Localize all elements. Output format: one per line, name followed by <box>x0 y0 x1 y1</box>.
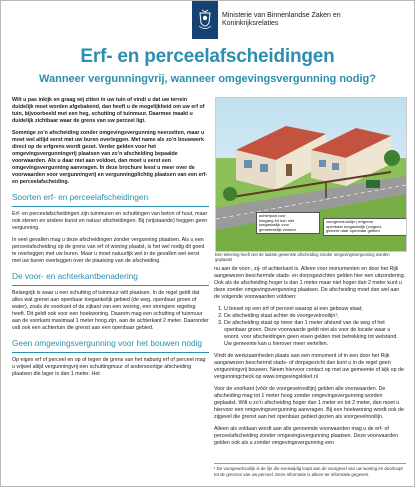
section-text-soorten-1: Erf- en perceelafscheidingen zijn tuinmuren en schuttingen van beton of hout, maar ook stenen en andere kunst en natuur afscheidingen. Bij (vrijstaande) heggen geen vergunning. <box>12 211 208 231</box>
right-paragraph-3: Voor de voorkant (vóór de voorgevelrooilijn) gelden alle voorwaarden. De afscheiding mag tot 1 meter hoog zonder omgevingsvergunning worden geplaatst. Wilt u zo’n afscheiding hoger dan 1 meter en tot 2 meter, dan moet u hiervoor een omgevingsvergunning aanvragen. Bij een hoekwoning wordt ook de zijgevel die grenst aan het openbaar gebied gezien als voorgevelrooilijn. <box>214 386 404 420</box>
house-illustration <box>215 97 407 252</box>
section-heading-geen-vergunning: Geen omgevingsvergunning voor het bouwen nodig <box>12 338 203 348</box>
crest-icon <box>197 9 213 31</box>
intro-paragraph-2: Sommige zo’n afscheiding zonder omgevingsvergunning neerzetten, maar u moet wel altijd eerst met uw buren overleggen. Met name als zo’n bouwwerk direct op de erfgrens wordt gezet. Verder gelden voor het omgevingsvergunningvrij plaatsen van zo’n afscheiding bepaalde voorwaarden. Als u daar niet aan voldoet, dan moet u eerst een omgevingsvergunning aanvragen. In deze brochure leest u meer over de voorwaarden voor vergunningvrij en vergunningplichtig plaatsen van een erf- en perceelafscheiding. <box>12 130 208 185</box>
footnote: ¹ De voorgevelrooilijn is de lijn die evenwijdig loopt aan de voorgevel van uw woning en doorloopt tot de grenzen van uw perceel. Deze informatie is alleen ter informatie gegeven. <box>214 463 406 477</box>
right-paragraph-4: Alleen als voldaan wordt aan alle genoemde voorwaarden mag u de erf- of perceelafscheiding zonder omgevingsvergunning plaatsen. Deze voorwaarden gelden ook als u zonder omgevingsvergunning een <box>214 426 399 446</box>
left-column <box>12 97 209 383</box>
section-heading-voor-achter: De voor- en achterkantbenadering <box>12 271 138 281</box>
rijksoverheid-logo <box>192 1 218 39</box>
ministry-name: Ministerie van Binnenlandse Zaken en Koninkrijksrelaties <box>222 12 341 27</box>
intro-paragraph-1: Wilt u pas inkijk en graag wij zitten in uw tuin of vindt u dat uw terrein duidelijk moet worden afgebakend, dan heeft u de mogelijkheid om uw erf of tuin, bijvoorbeeld met een heg, schutting of tuinmuur. Daarmee maakt u duidelijk zichtbaar waar de grens van uw perceel ligt. <box>12 97 205 124</box>
page-subtitle: Wanneer vergunningvrij, wanneer omgevingsvergunning nodig? <box>39 73 376 85</box>
section-divider <box>12 352 209 353</box>
illustration-caption: Een tekening heeft niet de laatste gewenste afscheiding zonder omgevingsvergunning worden geplaatst <box>215 252 390 262</box>
conditions-list <box>214 306 406 348</box>
label-voorgevelrooilijn: voorgevelrooilijn | erfgrens openbaar toegankelijk (volgens geleerd naar openbaar gebied <box>323 218 407 236</box>
list-item: 3. De afscheiding staat op meer dan 1 meter afstand van de weg of het openbaar groen. Deze voorwaarde geldt niet als voor de locatie waar u woont, voor afscheidingen geen eisen gelden met betrekking tot welstand. Uw gemeente kan u hierover meer vertellen. <box>224 320 406 348</box>
right-column <box>214 266 406 452</box>
section-text-voor-achter: Belangrijk is waar u een schutting of tuinmuur wilt plaatsen. In de regel geldt dat alles wat grenst aan openbaar toegankelijk gebied (de weg, openbaar groen of water), zoals de voorkant of de zijkant van een woning, een strengere regeling heeft. Dit geldt ook voor een hoekwoning. Daarom mag een schutting of tuinmuur aan de voorkant maximaal 1 meter hoog zijn, aan de achterkant 2 meter. Daaronder valt ook een achtertuin die grenst aan een openbaar gebied. <box>12 290 209 331</box>
section-text-soorten-2: In veel gevallen mag u deze afscheidingen zonder vergunning plaatsen. Als u een perceelafscheiding op de grens van erf of woning plaatst, is het wel nodig dit goed te overleggen met uw buren. Maar u moet natuurlijk wel in de gevallen wel eerst met uw buren overleggen over de plaatsing van de afscheiding. <box>12 237 205 264</box>
list-item: 1. U bouwt op een erf of perceel waarop al een gebouw staat; <box>224 306 406 313</box>
section-text-geen-vergunning: Op eigen erf of perceel en op of tegen de grens van het naburig erf of perceel mag u vrijwel altijd vergunningvrij een schuttingmuur of andersoortige afscheiding plaatsen die lager is dan 1 meter. Het <box>12 357 206 377</box>
page-title: Erf- en perceelafscheidingen <box>80 46 335 67</box>
section-divider <box>12 285 209 286</box>
section-heading-soorten: Soorten erf- en perceelafscheidingen <box>12 192 149 202</box>
label-achterpad: achterpad voor toegang tot tuin niet toegankelijk voor gemeentelijk verkeer <box>256 212 320 234</box>
right-paragraph-2: Vindt de werkzaamheden plaats aan een monument of in een door het Rijk aangewezen beschermd stads- of dorpsgezicht dan kunt u in de regel geen vergunningvrij bouwen. Neem hiervoor contact op met uw gemeente of kijk op de vergunningcheck op www.omgevingsloket.nl <box>214 353 404 380</box>
right-paragraph-1: nu aan de voor-, zij- of achterkant is. Alleen voor monumenten en door het Rijk aangewezen beschermde stads- en dorpsgezichten gelden hier een uitzondering. Ook als de afscheiding hoger is dan 1 meter maar niet hoger dan 2 meter kunt u deze zonder omgevingsvergunning plaatsen. De afscheiding moet dan wel aan de volgende voorwaarden voldoen: <box>214 266 406 300</box>
section-divider <box>12 206 209 207</box>
list-item: 2. De afscheiding staat achter de voorgevelrooilijn¹; <box>224 313 406 320</box>
